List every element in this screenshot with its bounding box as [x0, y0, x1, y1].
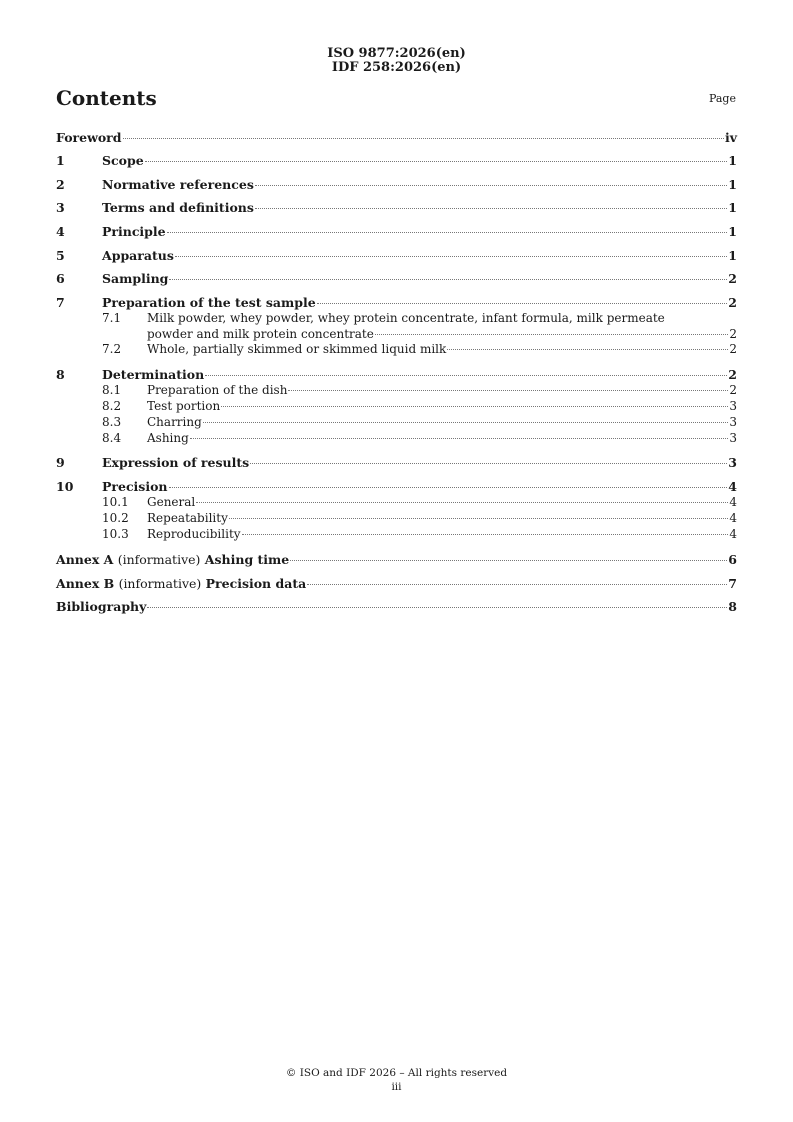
- page-footer: [0, 1066, 793, 1094]
- leader-dots: [147, 607, 727, 608]
- toc-entry-determination[interactable]: [56, 367, 737, 382]
- toc-label: Ashing: [147, 431, 189, 445]
- leader-dots: [167, 232, 728, 233]
- copyright-notice: © ISO and IDF 2026 – All rights reserved: [285, 1067, 508, 1079]
- toc-number: 5: [56, 248, 65, 263]
- toc-label: General: [147, 495, 196, 509]
- toc-entry-7-1-line1[interactable]: [56, 312, 737, 325]
- toc-label: Ashing time: [204, 552, 290, 567]
- toc-label-continued: powder and milk protein concentrate: [147, 327, 374, 341]
- toc-entry-10-1[interactable]: [56, 496, 737, 509]
- leader-dots: [175, 256, 727, 257]
- toc-page: 2: [729, 327, 737, 341]
- toc-label: Apparatus: [102, 248, 174, 263]
- toc-entry-annex-b[interactable]: [56, 576, 737, 591]
- toc-entry-8-2[interactable]: [56, 400, 737, 413]
- toc-entry-precision[interactable]: [56, 479, 737, 494]
- leader-dots: [288, 390, 728, 391]
- toc-label: Milk powder, whey powder, whey protein concentrate, infant formula, milk permeate: [147, 311, 665, 325]
- annex-type: (informative): [117, 552, 201, 567]
- toc-number: 7.2: [102, 342, 122, 356]
- leader-dots: [229, 518, 729, 519]
- toc-entry-apparatus[interactable]: [56, 248, 737, 263]
- toc-page: 7: [728, 576, 737, 591]
- toc-page: 2: [728, 295, 737, 310]
- toc-entry-sampling[interactable]: [56, 271, 737, 286]
- toc-entry-8-3[interactable]: [56, 416, 737, 429]
- toc-label: Repeatability: [147, 511, 228, 525]
- leader-dots: [190, 438, 729, 439]
- toc-label: Whole, partially skimmed or skimmed liquid milk: [147, 342, 447, 356]
- toc-page: 4: [729, 511, 737, 525]
- toc-number: 4: [56, 224, 65, 239]
- toc-label: Terms and definitions: [102, 200, 254, 215]
- toc-label: Precision: [102, 479, 168, 494]
- toc-entry-foreword[interactable]: [56, 130, 737, 145]
- toc-page: 4: [728, 479, 737, 494]
- toc-number: 8.2: [102, 399, 122, 413]
- toc-label: Test portion: [147, 399, 221, 413]
- toc-page: 1: [728, 200, 737, 215]
- toc-label: Preparation of the dish: [147, 383, 288, 397]
- toc-page: 2: [728, 271, 737, 286]
- iso-designation: ISO 9877:2026(en): [327, 46, 466, 61]
- toc-page: 2: [728, 367, 737, 382]
- toc-entry-expression-of-results[interactable]: [56, 455, 737, 470]
- toc-number: 8: [56, 367, 65, 382]
- toc-entry-scope[interactable]: [56, 153, 737, 168]
- leader-dots: [250, 463, 727, 464]
- toc-page: 1: [728, 248, 737, 263]
- toc-page: 1: [728, 224, 737, 239]
- toc-number: 1: [56, 153, 65, 168]
- annex-prefix: Annex A: [56, 552, 114, 567]
- toc-entry-bibliography[interactable]: [56, 599, 737, 614]
- toc-entry-terms-and-definitions[interactable]: [56, 200, 737, 215]
- toc-number: 10.2: [102, 511, 129, 525]
- toc-number: 8.4: [102, 431, 122, 445]
- toc-number: 7.1: [102, 311, 122, 325]
- leader-dots: [242, 534, 729, 535]
- toc-number: 7: [56, 295, 65, 310]
- toc-number: 8.1: [102, 383, 122, 397]
- toc-number: 10.1: [102, 495, 129, 509]
- toc-entry-10-3[interactable]: [56, 528, 737, 541]
- toc-number: 2: [56, 177, 65, 192]
- toc-page: 1: [728, 153, 737, 168]
- leader-dots: [317, 303, 728, 304]
- leader-dots: [255, 185, 727, 186]
- toc-page: 8: [728, 599, 737, 614]
- leader-dots: [123, 138, 724, 139]
- leader-dots: [203, 422, 729, 423]
- toc-page: 3: [729, 431, 737, 445]
- toc-entry-preparation-of-test-sample[interactable]: [56, 295, 737, 310]
- toc-label: Preparation of the test sample: [102, 295, 316, 310]
- toc-number: 8.3: [102, 415, 122, 429]
- toc-label: Expression of results: [102, 455, 250, 470]
- idf-designation: IDF 258:2026(en): [331, 60, 462, 75]
- leader-dots: [375, 334, 729, 335]
- leader-dots: [196, 502, 728, 503]
- toc-label: Sampling: [102, 271, 169, 286]
- toc-page: 4: [729, 527, 737, 541]
- page-title: Contents: [56, 86, 157, 110]
- toc-label: Bibliography: [56, 599, 147, 614]
- toc-label: Charring: [147, 415, 202, 429]
- toc-page: 3: [728, 455, 737, 470]
- toc-number: 6: [56, 271, 65, 286]
- toc-entry-10-2[interactable]: [56, 512, 737, 525]
- toc-page: 3: [729, 399, 737, 413]
- toc-number: 10: [56, 479, 74, 494]
- toc-number: 10.3: [102, 527, 129, 541]
- toc-label: Principle: [102, 224, 166, 239]
- leader-dots: [205, 375, 727, 376]
- toc-page: 3: [729, 415, 737, 429]
- toc-page: 2: [729, 342, 737, 356]
- toc-entry-normative-references[interactable]: [56, 177, 737, 192]
- leader-dots: [255, 208, 727, 209]
- toc-label: Precision data: [205, 576, 307, 591]
- toc-page: 1: [728, 177, 737, 192]
- page-column-label: Page: [708, 92, 736, 105]
- leader-dots: [307, 584, 727, 585]
- toc-entry-annex-a[interactable]: [56, 552, 737, 567]
- toc-page: 2: [729, 383, 737, 397]
- annex-type: (informative): [118, 576, 202, 591]
- leader-dots: [145, 161, 728, 162]
- toc-label: Foreword: [56, 130, 122, 145]
- toc-label: Scope: [102, 153, 144, 168]
- toc-label: Determination: [102, 367, 205, 382]
- leader-dots: [447, 349, 728, 350]
- leader-dots: [290, 560, 727, 561]
- toc-label: Normative references: [102, 177, 254, 192]
- document-header: [0, 47, 793, 75]
- toc-number: 3: [56, 200, 65, 215]
- toc-entry-7-2[interactable]: [56, 343, 737, 356]
- toc-number: 9: [56, 455, 65, 470]
- toc-page: iv: [724, 130, 737, 145]
- annex-prefix: Annex B: [56, 576, 115, 591]
- page-number: iii: [391, 1081, 402, 1093]
- toc-entry-7-1-line2[interactable]: [56, 328, 737, 341]
- toc-page: 4: [729, 495, 737, 509]
- leader-dots: [221, 406, 728, 407]
- toc-entry-8-1[interactable]: [56, 384, 737, 397]
- toc-entry-principle[interactable]: [56, 224, 737, 239]
- leader-dots: [169, 487, 728, 488]
- toc-label: Reproducibility: [147, 527, 241, 541]
- toc-entry-8-4[interactable]: [56, 432, 737, 445]
- leader-dots: [169, 279, 727, 280]
- toc-page: 6: [728, 552, 737, 567]
